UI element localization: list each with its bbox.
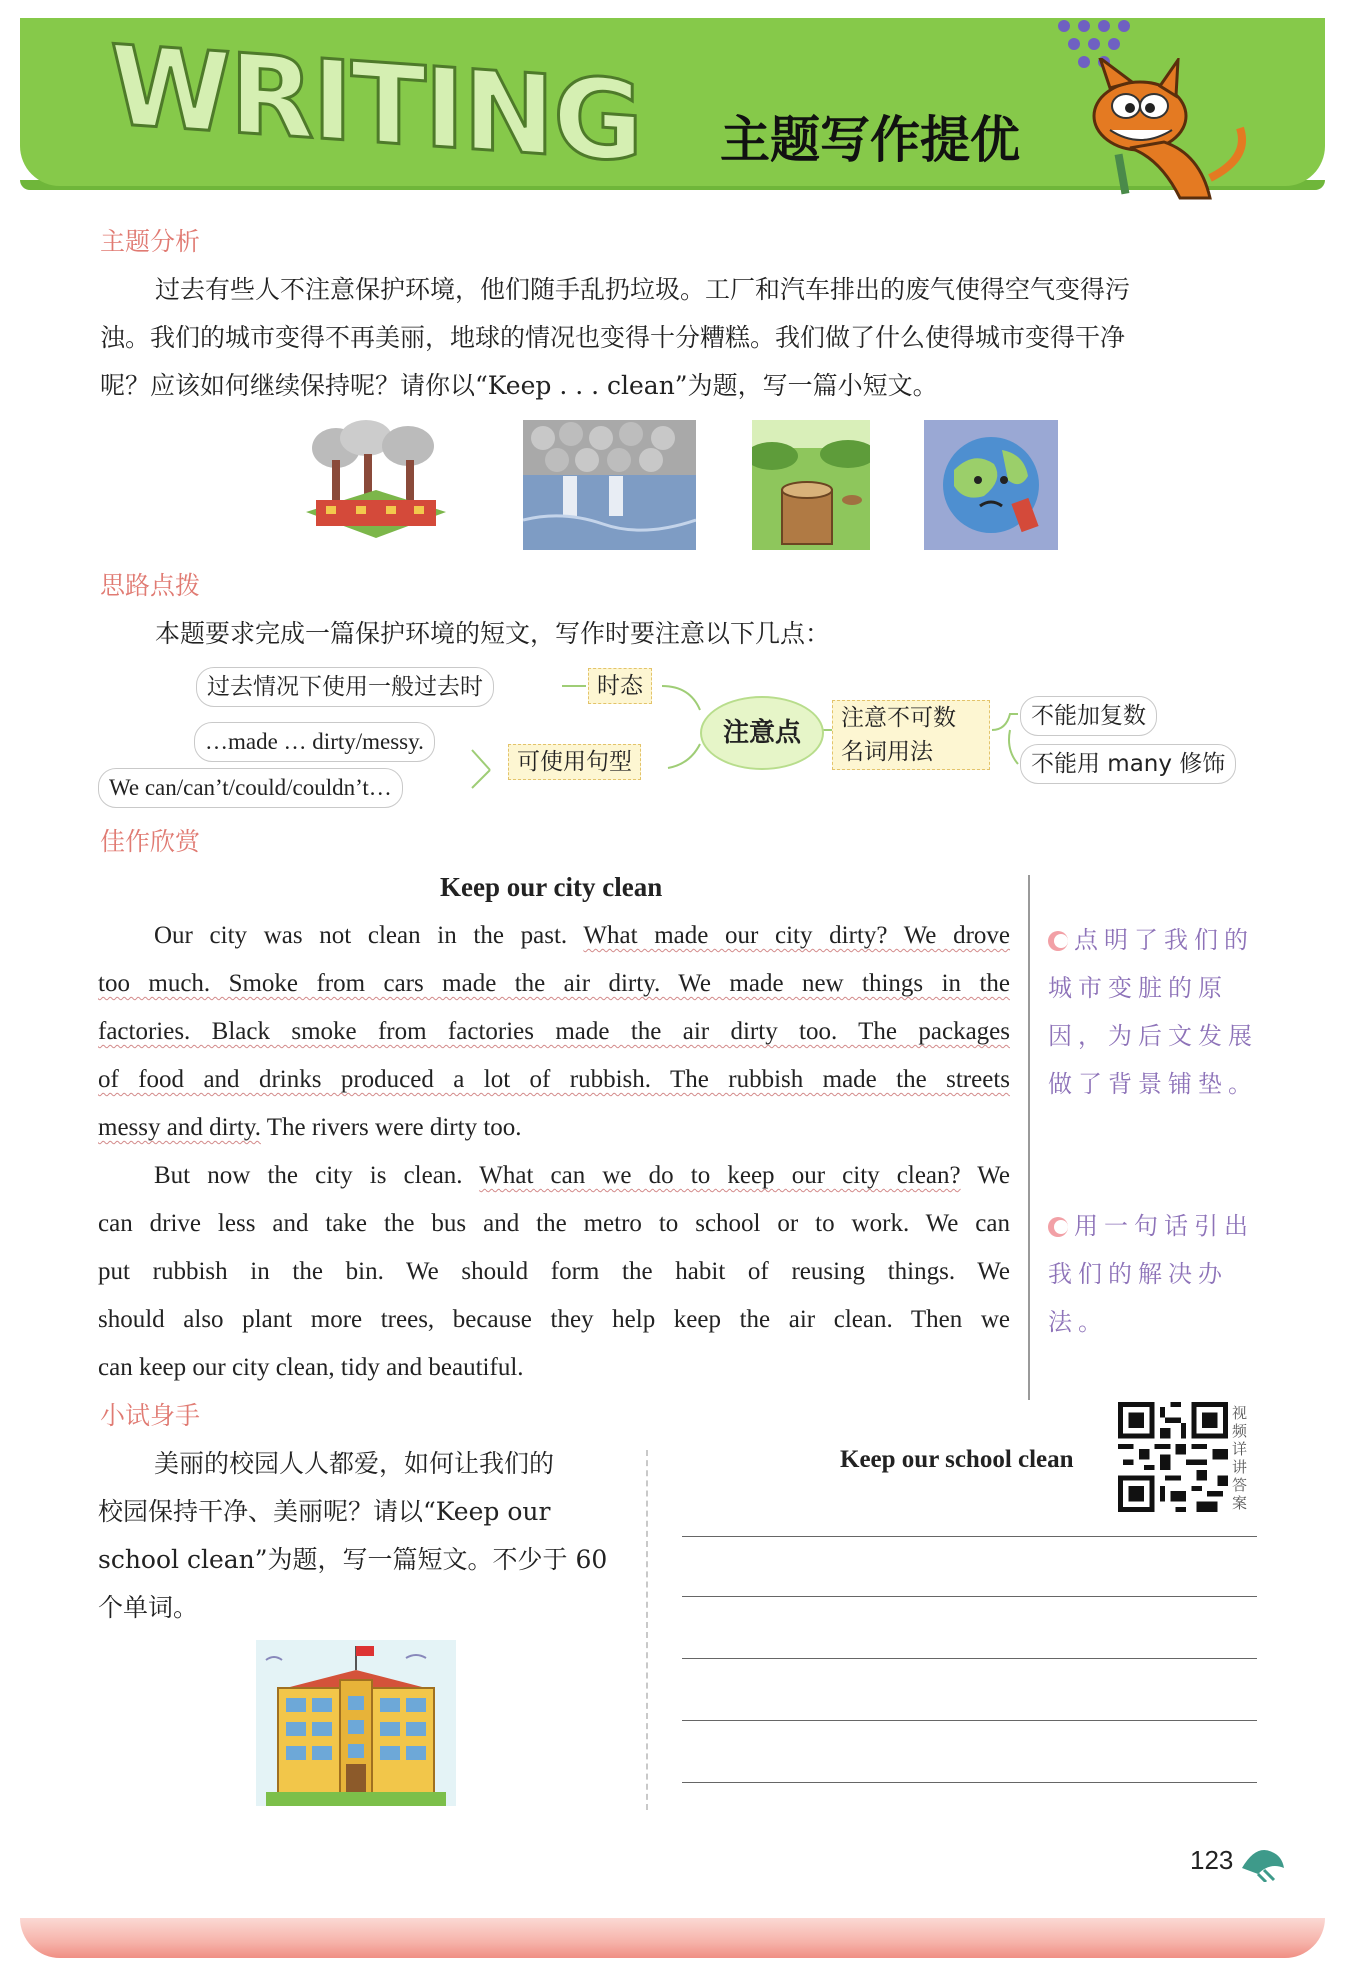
margin-note-2-line-1: 用一句话引出 [1048, 1202, 1263, 1250]
practice-task-line-3: school clean”为题，写一篇短文。不少于 60 [98, 1545, 608, 1574]
polluted-river-illustration [523, 420, 696, 550]
theme-analysis-line-3: 呢？应该如何继续保持呢？请你以“Keep . . . clean”为题，写一篇小短文。 [100, 371, 938, 400]
page-number: 123 [1190, 1845, 1234, 1875]
essay-title: Keep our city clean [440, 872, 663, 902]
section-heading-model-essay: 佳作欣赏 [100, 827, 201, 856]
essay-line: messy and dirty. The rivers were dirty too. [98, 1114, 522, 1141]
margin-note-1-line-1: 点明了我们的 [1048, 916, 1263, 964]
mindmap-label-uncountable [832, 700, 990, 770]
mindmap-center-node: 注意点 [700, 696, 824, 770]
mindmap-item-sentence-made-dirty: …made … dirty/messy. [194, 722, 435, 762]
mindmap-item-no-plural: 不能加复数 [1020, 696, 1157, 736]
mindmap-item-no-many: 不能用 many 修饰 [1020, 744, 1236, 784]
essay-line: of food and drinks produced a lot of rubbish. The rubbish made the streets [98, 1066, 1010, 1093]
mindmap-item-past-tense: 过去情况下使用一般过去时 [196, 667, 494, 707]
mindmap-label-sentence-patterns: 可使用句型 [508, 744, 641, 780]
margin-note-2 [1048, 1202, 1263, 1346]
page-title: 主题写作提优 [720, 111, 1020, 169]
sick-earth-illustration [924, 420, 1058, 550]
essay-line: put rubbish in the bin. We should form the habit of reusing things. We [98, 1258, 1010, 1285]
theme-analysis-line-1: 过去有些人不注意保护环境，他们随手乱扔垃圾。工厂和汽车排出的废气使得空气变得污 [155, 275, 1131, 304]
factory-pollution-illustration [296, 420, 456, 550]
qr-caption: 视频详讲答案 [1232, 1404, 1248, 1512]
essay-line: can drive less and take the bus and the metro to school or to work. We can [98, 1210, 1010, 1237]
school-building-illustration [256, 1640, 456, 1806]
answer-line[interactable] [682, 1658, 1257, 1659]
answer-line[interactable] [682, 1536, 1257, 1537]
qr-code-icon[interactable] [1118, 1402, 1228, 1512]
essay-line: factories. Black smoke from factories made the air dirty too. The packages [98, 1018, 1010, 1045]
answer-line[interactable] [682, 1782, 1257, 1783]
theme-analysis-line-2: 浊。我们的城市变得不再美丽，地球的情况也变得十分糟糕。我们做了什么使得城市变得干净 [100, 323, 1126, 352]
section-heading-ideas: 思路点拨 [100, 571, 201, 600]
mindmap-label-tense: 时态 [588, 668, 652, 704]
footer-stripe [20, 1918, 1325, 1958]
margin-note-1-line-4: 做了背景铺垫。 [1048, 1070, 1258, 1098]
ideas-intro: 本题要求完成一篇保护环境的短文，写作时要注意以下几点： [155, 619, 831, 648]
essay-line: Our city was not clean in the past. What made our city dirty? We drove [154, 922, 1011, 949]
essay-notes-divider [1028, 875, 1030, 1400]
mindmap-item-sentence-we-can: We can/can’t/could/couldn’t… [98, 768, 403, 808]
cut-tree-illustration [752, 420, 870, 550]
essay-line: should also plant more trees, because they help keep the air clean. Then we [98, 1306, 1010, 1333]
mindmap-label-uncountable-line-1: 注意不可数 [841, 705, 956, 731]
writing-banner-word: WRITING [110, 21, 642, 187]
practice-task-line-1: 美丽的校园人人都爱，如何让我们的 [154, 1449, 555, 1478]
note-moon-icon [1048, 1217, 1068, 1237]
section-heading-practice: 小试身手 [100, 1401, 201, 1430]
practice-task-line-2: 校园保持干净、美丽呢？请以“Keep our [98, 1497, 551, 1526]
margin-note-2-line-2: 我们的解决办 [1048, 1260, 1228, 1288]
margin-note-1-line-3: 因，为后文发展 [1048, 1022, 1258, 1050]
writing-task-title: Keep our school clean [840, 1446, 1074, 1473]
practice-divider [646, 1450, 648, 1810]
margin-note-1 [1048, 916, 1263, 1108]
cat-mascot-illustration [1060, 58, 1260, 208]
section-heading-theme-analysis: 主题分析 [100, 227, 201, 256]
margin-note-1-line-2: 城市变脏的原 [1048, 974, 1228, 1002]
answer-line[interactable] [682, 1720, 1257, 1721]
note-moon-icon [1048, 931, 1068, 951]
practice-task-line-4: 个单词。 [98, 1593, 199, 1622]
bird-decoration-icon [1238, 1838, 1286, 1882]
essay-line: But now the city is clean. What can we do to keep our city clean? We [154, 1162, 1011, 1189]
essay-line: can keep our city clean, tidy and beautiful. [98, 1354, 524, 1381]
answer-line[interactable] [682, 1596, 1257, 1597]
mindmap-label-uncountable-line-2: 名词用法 [841, 739, 933, 765]
essay-line: too much. Smoke from cars made the air dirty. We made new things in the [98, 970, 1010, 997]
margin-note-2-line-3: 法。 [1048, 1308, 1108, 1336]
